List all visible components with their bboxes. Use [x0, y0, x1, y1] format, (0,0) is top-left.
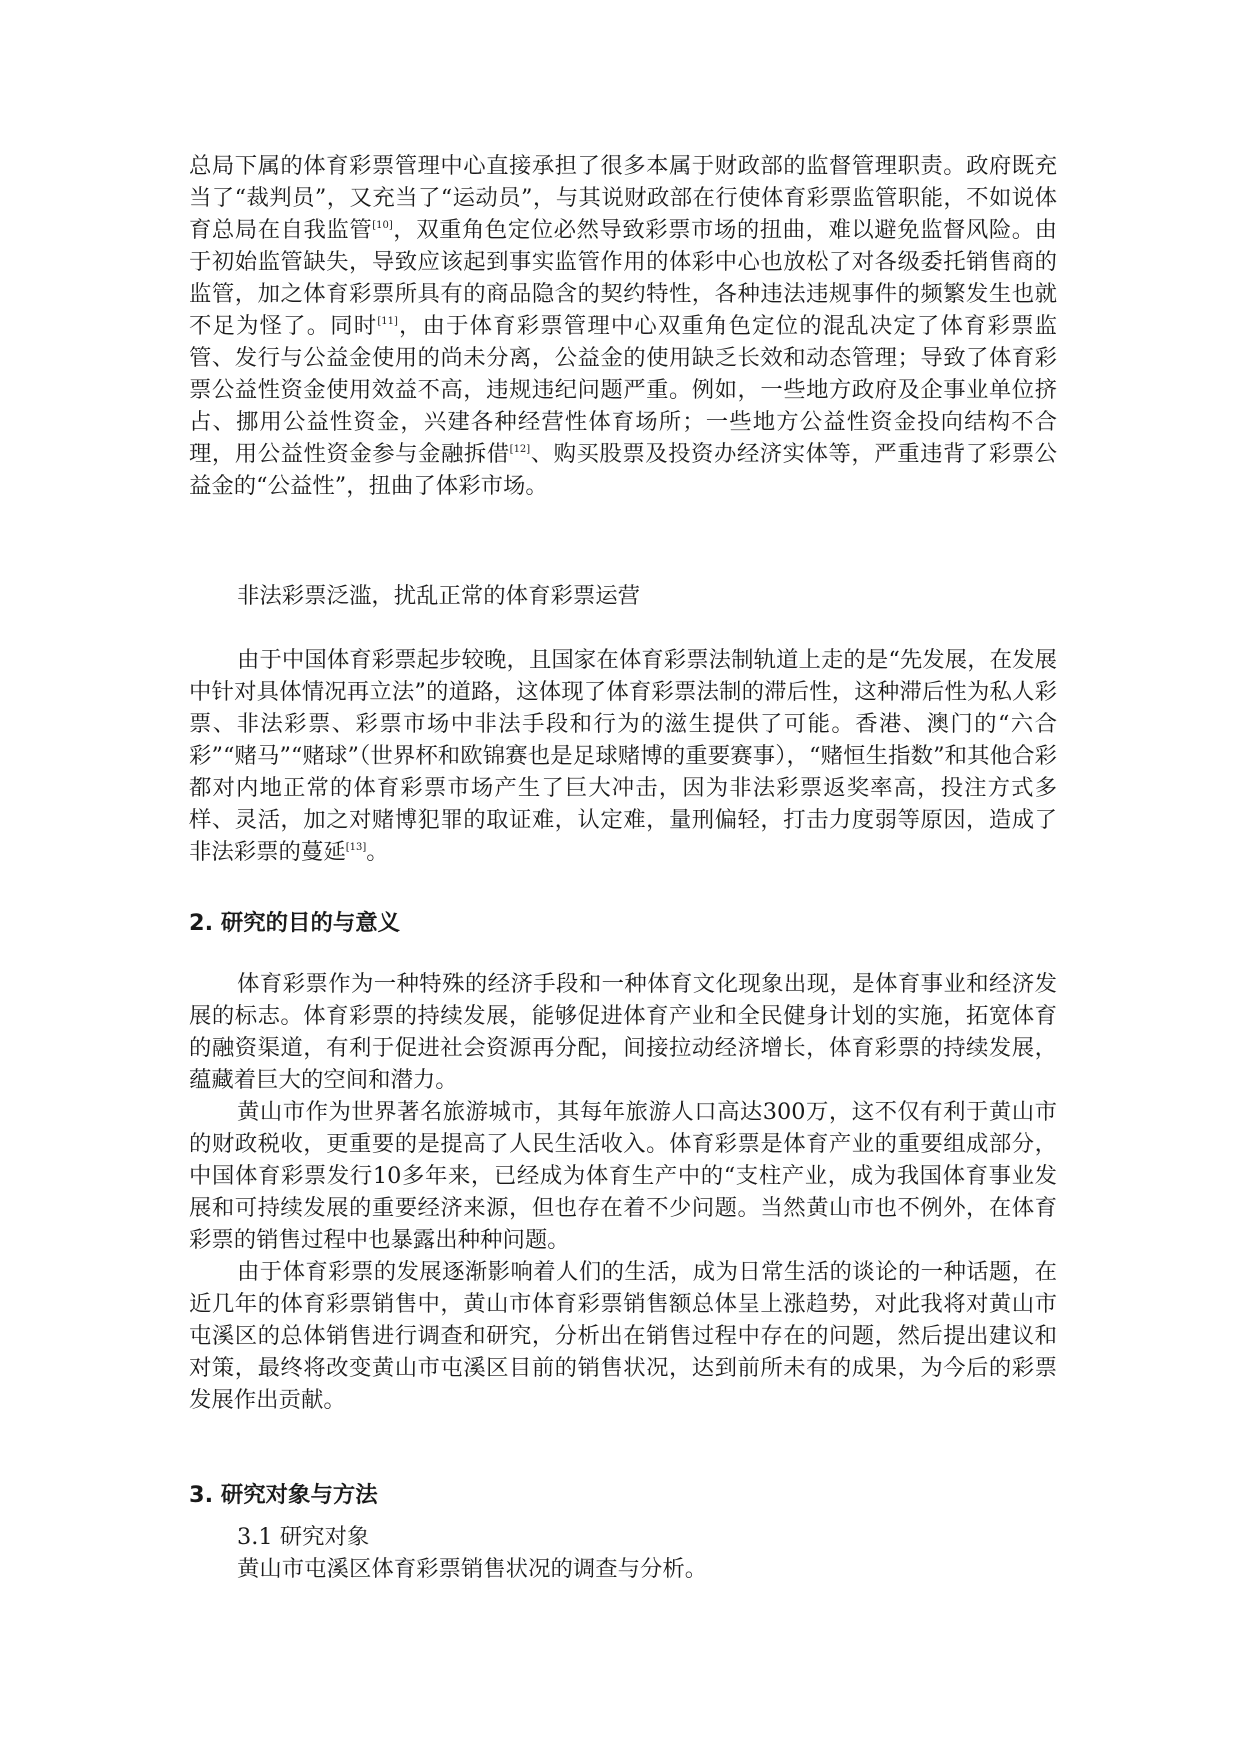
paragraph-purpose-2: 黄山市作为世界著名旅游城市，其每年旅游人口高达300万，这不仅有利于黄山市的财政税收，更重要的是提高了人民生活收入。体育彩票是体育产业的重要组成部分，中国体育彩票发行10多年来，已经成为体育生产中的“支柱产业，成为我国体育事业发展和可持续发展的重要经济来源，但也存在着不少问题。当然黄山市也不例外，在体育彩票的销售过程中也暴露出种种问题。: [189, 1099, 1057, 1253]
citation-ref: [11]: [377, 316, 398, 327]
paragraph-text: 。: [366, 839, 389, 865]
paragraph-purpose-3: 由于体育彩票的发展逐渐影响着人们的生活，成为日常生活的谈论的一种话题，在近几年的体育彩票销售中，黄山市体育彩票销售额总体呈上涨趋势，对此我将对黄山市屯溪区的总体销售进行调查和研究，分析出在销售过程中存在的问题，然后提出建议和对策，最终将改变黄山市屯溪区目前的销售状况，达到前所未有的成果，为今后的彩票发展作出贡献。: [189, 1259, 1057, 1413]
paragraph-supervision: [189, 150, 1057, 502]
subsection-heading-object: 3.1 研究对象: [237, 1524, 370, 1550]
paragraph-text: 由于中国体育彩票起步较晚，且国家在体育彩票法制轨道上走的是“先发展，在发展中针对具体情况再立法”的道路，这体现了体育彩票法制的滞后性，这种滞后性为私人彩票、非法彩票、彩票市场中非法手段和行为的滋生提供了可能。香港、澳门的“六合彩”“赌马”“赌球”（世界杯和欧锦赛也是足球赌博的重要赛事），“赌恒生指数”和其他合彩都对内地正常的体育彩票市场产生了巨大冲击，因为非法彩票返奖率高，投注方式多样、灵活，加之对赌博犯罪的取证难，认定难，量刑偏轻，打击力度弱等原因，造成了非法彩票的蔓延: [189, 647, 1057, 865]
section-heading-method: 3. 研究对象与方法: [189, 1482, 378, 1508]
subtitle-illegal-lottery: 非法彩票泛滥，扰乱正常的体育彩票运营: [237, 583, 641, 609]
paragraph-text: ，双重角色定位必然导致彩票市场的扭曲，难以避免监督风险。由于初始监管缺失，导致应该起到事实监管作用的体彩中心也放松了对各级委托销售商的监管，加之体育彩票所具有的商品隐含的契约特性，各种违法违规事件的频繁发生也就不足为怪了。同时: [189, 217, 1058, 339]
paragraph-text: ，由于体育彩票管理中心双重角色定位的混乱决定了体育彩票监管、发行与公益金使用的尚未分离，公益金的使用缺乏长效和动态管理；导致了体育彩票公益性资金使用效益不高，违规违纪问题严重。例如，一些地方政府及企事业单位挤占、挪用公益性资金，兴建各种经营性体育场所；一些地方公益性资金投向结构不合理，用公益性资金参与金融拆借: [189, 313, 1058, 467]
paragraph-text: 总局下属的体育彩票管理中心直接承担了很多本属于财政部的监督管理职责。政府既充当了“裁判员”，又充当了“运动员”，与其说财政部在行使体育彩票监管职能，不如说体育总局在自我监管: [189, 153, 1057, 243]
section-heading-purpose: 2. 研究的目的与意义: [189, 910, 401, 936]
citation-ref: [12]: [509, 444, 531, 455]
paragraph-purpose-1: 体育彩票作为一种特殊的经济手段和一种体育文化现象出现，是体育事业和经济发展的标志。体育彩票的持续发展，能够促进体育产业和全民健身计划的实施，拓宽体育的融资渠道，有利于促进社会资源再分配，间接拉动经济增长，体育彩票的持续发展，蕴藏着巨大的空间和潜力。: [189, 971, 1057, 1093]
paragraph-illegal-lottery: [189, 644, 1057, 868]
citation-ref: [10]: [372, 220, 393, 231]
paragraph-text: 、购买股票及投资办经济实体等，严重违背了彩票公益金的“公益性”，扭曲了体彩市场。: [189, 441, 1058, 499]
paragraph-object: 黄山市屯溪区体育彩票销售状况的调查与分析。: [237, 1556, 708, 1582]
citation-ref: [13]: [345, 842, 367, 853]
